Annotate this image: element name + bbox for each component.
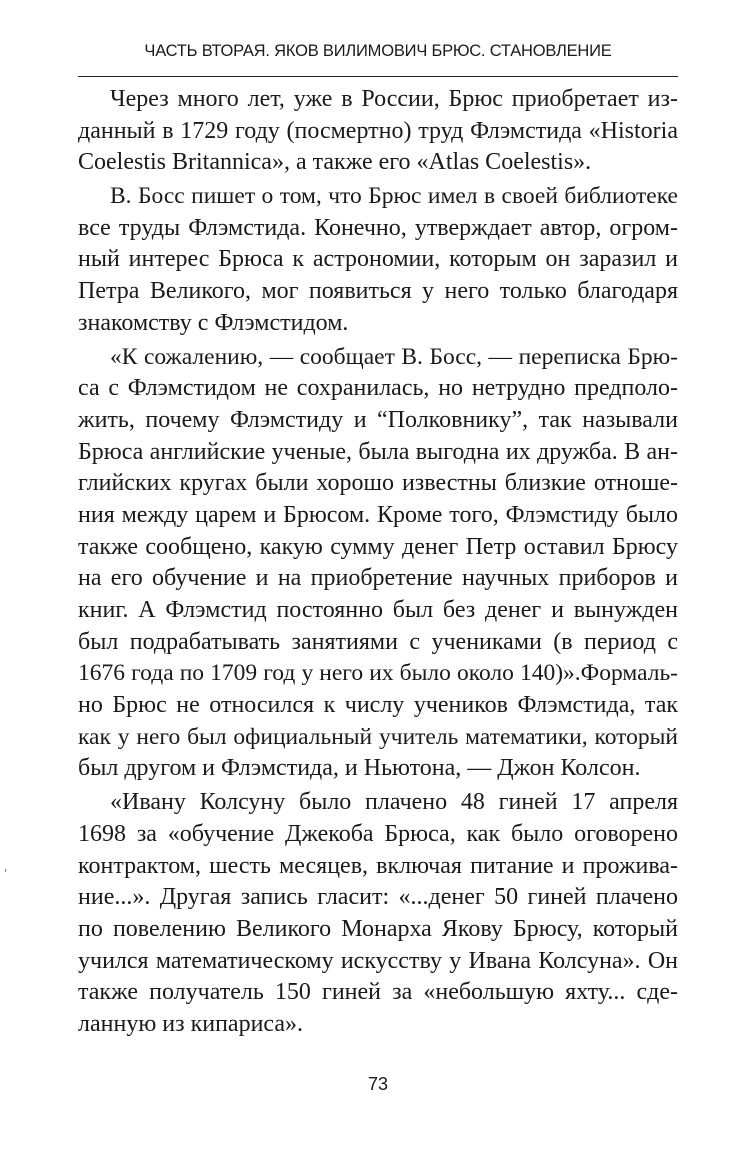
text-line: 1676 года по 1709 год у него их было около 140)».Формаль-	[78, 660, 678, 687]
text-line: учился математическому искусству у Ивана Колсуна». Он	[78, 947, 678, 974]
text-line: также получатель 150 гиней за «небольшую яхту... сде-	[78, 979, 678, 1006]
text-line: но Брюс не относился к числу учеников Флэмстида, так	[78, 692, 678, 719]
scan-margin-mark: ʹ	[4, 868, 8, 882]
running-header: ЧАСТЬ ВТОРАЯ. ЯКОВ ВИЛИМОВИЧ БРЮС. СТАНОВЛЕНИЕ	[144, 42, 612, 60]
page-number: 73	[367, 1074, 389, 1094]
text-line: знакомству с Флэмстидом.	[78, 309, 349, 336]
text-line: 1698 за «обучение Джекоба Брюса, как было оговорено	[78, 820, 678, 847]
text-line: В. Босс пишет о том, что Брюс имел в своей библиотеке	[110, 183, 678, 210]
text-line: данный в 1729 году (посмертно) труд Флэмстида «Historia	[78, 117, 678, 144]
body-text	[78, 84, 678, 1043]
paragraph-3	[78, 342, 678, 786]
text-line: ный интерес Брюса к астрономии, которым он заразил и	[78, 246, 678, 273]
text-line: также сообщено, какую сумму денег Петр оставил Брюсу	[78, 533, 678, 560]
text-line: на его обучение и на приобретение научных приборов и	[78, 565, 678, 592]
text-line: Брюса английские ученые, была выгодна их дружба. В ан-	[78, 438, 678, 465]
text-line: как у него был официальный учитель математики, который	[78, 723, 678, 750]
paragraph-1	[78, 84, 678, 179]
text-line: все труды Флэмстида. Конечно, утверждает автор, огром-	[78, 214, 678, 241]
text-line: ние...». Другая запись гласит: «...денег 50 гиней плачено	[78, 884, 678, 911]
text-line: Через много лет, уже в России, Брюс приобретает из-	[110, 86, 678, 112]
text-line: глийских кругах были хорошо известны близкие отноше-	[78, 470, 678, 497]
paragraph-2	[78, 181, 678, 339]
header-rule	[78, 76, 678, 77]
text-line: Петра Великого, мог появиться у него только благодаря	[78, 278, 678, 305]
text-line: по повелению Великого Монарха Якову Брюсу, который	[78, 915, 678, 942]
text-line: ланную из кипариса».	[78, 1010, 304, 1037]
text-line: был другом и Флэмстида, и Ньютона, — Джон Колсон.	[78, 755, 641, 782]
text-line: Coelestis Britannica», а также его «Atlas Coelestis».	[78, 149, 592, 176]
text-line: ния между царем и Брюсом. Кроме того, Флэмстиду было	[78, 501, 678, 528]
text-line: «Ивану Колсуну было плачено 48 гиней 17 апреля	[110, 789, 678, 816]
text-line: был подрабатывать занятиями с учениками (в период с	[78, 628, 678, 655]
text-line: са с Флэмстидом не сохранилась, но нетрудно предполо-	[78, 375, 678, 402]
text-line: контрактом, шесть месяцев, включая питание и прожива-	[78, 852, 678, 879]
text-line: жить, почему Флэмстиду и “Полковнику”, так называли	[78, 406, 678, 433]
paragraph-4	[78, 787, 678, 1041]
text-line: «К сожалению, — сообщает В. Босс, — переписка Брю-	[110, 343, 678, 370]
text-line: книг. А Флэмстид постоянно был без денег и вынужден	[78, 597, 678, 623]
